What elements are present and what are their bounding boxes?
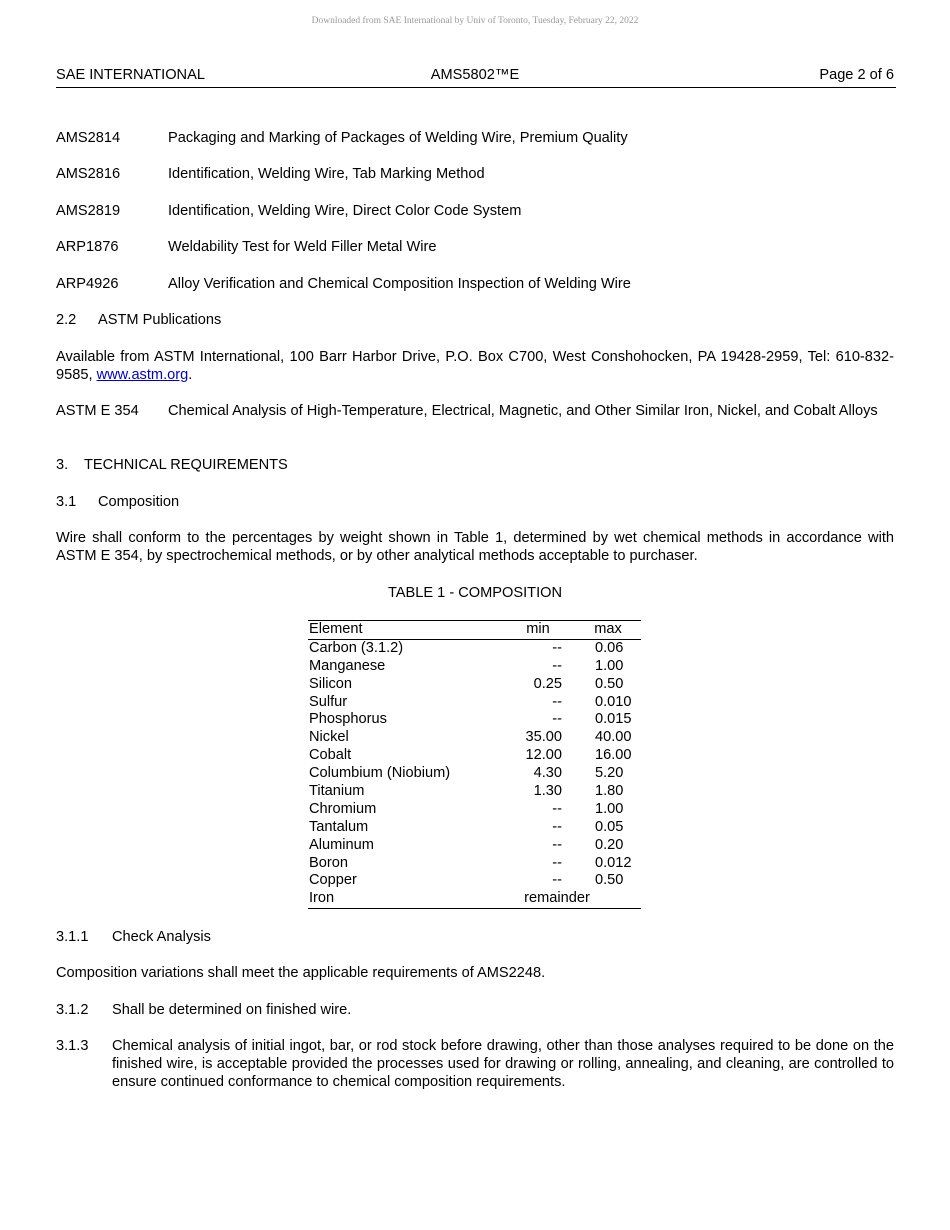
- astm-availability-paragraph: [56, 348, 894, 384]
- table-header-row: [308, 621, 641, 640]
- table-caption: TABLE 1 - COMPOSITION: [387, 585, 563, 601]
- cell-min: --: [552, 639, 562, 656]
- ref-title: Weldability Test for Weld Filler Metal Wire: [168, 239, 437, 255]
- cell-min: --: [552, 818, 562, 835]
- cell-element: Carbon (3.1.2): [309, 639, 404, 656]
- cell-max: 0.50: [595, 675, 624, 692]
- ref-code: ASTM E 354: [56, 403, 139, 419]
- cell-element: Nickel: [309, 729, 349, 746]
- table-row: [308, 640, 641, 658]
- download-watermark: Downloaded from SAE International by Univ of Toronto, Tuesday, February 22, 2022: [311, 16, 639, 26]
- cell-min: 0.25: [533, 675, 562, 692]
- cell-max: 40.00: [595, 729, 632, 746]
- cell-max: 0.06: [595, 639, 624, 656]
- cell-min: 12.00: [525, 747, 562, 764]
- table-row: [308, 801, 641, 819]
- section-3-1-2-number: 3.1.2: [56, 1002, 89, 1018]
- cell-remainder: remainder: [524, 890, 590, 907]
- table-row: [308, 747, 641, 765]
- cell-max: 0.010: [595, 693, 632, 710]
- cell-max: 0.015: [595, 711, 632, 728]
- header-element: Element: [309, 621, 363, 637]
- cell-element: Columbium (Niobium): [309, 765, 451, 782]
- astm-availability-end: .: [188, 367, 193, 383]
- table-row: [308, 855, 641, 873]
- cell-min: --: [552, 711, 562, 728]
- table-row: [308, 676, 641, 694]
- cell-max: 0.012: [595, 854, 632, 871]
- section-3-1-2-text: Shall be determined on finished wire.: [112, 1002, 352, 1018]
- section-2-2-number: 2.2: [56, 312, 77, 328]
- cell-min: --: [552, 693, 562, 710]
- table-row: [308, 711, 641, 729]
- ref-code: AMS2819: [56, 203, 121, 219]
- cell-min: 35.00: [525, 729, 562, 746]
- cell-element: Aluminum: [309, 836, 374, 853]
- check-analysis-paragraph: Composition variations shall meet the applicable requirements of AMS2248.: [56, 965, 546, 981]
- section-3-1-number: 3.1: [56, 494, 77, 510]
- cell-element: Sulfur: [309, 693, 348, 710]
- cell-min: --: [552, 836, 562, 853]
- header-doc-id: AMS5802™E: [430, 67, 520, 83]
- cell-element: Iron: [309, 890, 335, 907]
- cell-max: 1.00: [595, 800, 624, 817]
- table-row: [308, 783, 641, 801]
- cell-max: 1.00: [595, 657, 624, 674]
- cell-max: 5.20: [595, 765, 624, 782]
- header-page-number: Page 2 of 6: [819, 67, 894, 83]
- section-3-1-3-number: 3.1.3: [56, 1038, 89, 1054]
- header-org: SAE INTERNATIONAL: [56, 67, 205, 83]
- ref-title: Identification, Welding Wire, Direct Color Code System: [168, 203, 522, 219]
- cell-min: --: [552, 800, 562, 817]
- table-row: [308, 694, 641, 712]
- cell-min: --: [552, 657, 562, 674]
- section-3-number: 3.: [56, 457, 69, 473]
- cell-element: Silicon: [309, 675, 352, 692]
- cell-element: Chromium: [309, 800, 377, 817]
- ref-code: ARP1876: [56, 239, 119, 255]
- cell-min: 1.30: [533, 783, 562, 800]
- cell-element: Manganese: [309, 657, 386, 674]
- header-rule: [56, 87, 896, 88]
- ref-title: Chemical Analysis of High-Temperature, Electrical, Magnetic, and Other Similar Iron, Nickel, and Cobalt Alloys: [168, 403, 878, 419]
- section-2-2-heading: ASTM Publications: [98, 312, 222, 328]
- ref-code: AMS2816: [56, 166, 121, 182]
- cell-min: --: [552, 872, 562, 889]
- cell-element: Phosphorus: [309, 711, 387, 728]
- section-3-heading: TECHNICAL REQUIREMENTS: [84, 457, 288, 473]
- table-row: [308, 890, 641, 908]
- cell-max: 0.50: [595, 872, 624, 889]
- section-3-1-heading: Composition: [98, 494, 180, 510]
- table-row: [308, 819, 641, 837]
- section-3-1-1-heading: Check Analysis: [112, 929, 211, 945]
- header-min: min: [526, 621, 550, 637]
- cell-min: --: [552, 854, 562, 871]
- composition-paragraph: Wire shall conform to the percentages by weight shown in Table 1, determined by wet chemical methods in accordance with ASTM E 354, by spectrochemical methods, or by other analytical methods acceptable to purchaser.: [56, 530, 894, 564]
- ref-code: ARP4926: [56, 276, 119, 292]
- header-max: max: [594, 621, 622, 637]
- cell-max: 16.00: [595, 747, 632, 764]
- cell-element: Copper: [309, 872, 357, 889]
- ref-title: Identification, Welding Wire, Tab Marking Method: [168, 166, 485, 182]
- cell-element: Boron: [309, 854, 348, 871]
- table-row: [308, 729, 641, 747]
- section-3-1-1-number: 3.1.1: [56, 929, 89, 945]
- cell-max: 1.80: [595, 783, 624, 800]
- cell-max: 0.20: [595, 836, 624, 853]
- ref-title: Packaging and Marking of Packages of Welding Wire, Premium Quality: [168, 130, 628, 146]
- astm-availability-text: Available from ASTM International, 100 Barr Harbor Drive, P.O. Box C700, West Conshohocken, PA 19428-2959, Tel: 610-832-9585,: [56, 349, 894, 383]
- table-row: [308, 658, 641, 676]
- table-row: [308, 872, 641, 890]
- cell-min: 4.30: [533, 765, 562, 782]
- composition-table: [308, 620, 641, 909]
- table-row: [308, 837, 641, 855]
- cell-element: Tantalum: [309, 818, 369, 835]
- cell-element: Titanium: [309, 783, 365, 800]
- ref-title: Alloy Verification and Chemical Composition Inspection of Welding Wire: [168, 276, 631, 292]
- ref-code: AMS2814: [56, 130, 121, 146]
- cell-max: 0.05: [595, 818, 624, 835]
- table-row: [308, 765, 641, 783]
- cell-element: Cobalt: [309, 747, 352, 764]
- astm-website-link[interactable]: www.astm.org: [96, 367, 189, 383]
- section-3-1-3-text: Chemical analysis of initial ingot, bar, or rod stock before drawing, other than those analyses required to be done on the finished wire, is acceptable provided the processes used for drawing or rolling, annealing, and cleaning, are controlled to ensure continued conformance to chemical composition requirements.: [112, 1038, 894, 1090]
